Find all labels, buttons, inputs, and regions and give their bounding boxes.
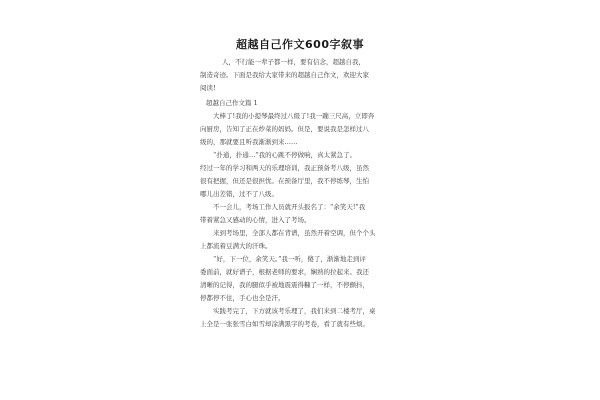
text-line: 不一会儿，考场工作人员就开头报名了：“余笑天!”我: [213, 203, 366, 211]
text-line: 哪儿出差错，过不了八级。: [200, 190, 278, 198]
text-line: 人，不行能一辈子都一样，要有信念，超越自我，: [222, 58, 365, 66]
text-line: 上全是一张张雪白如雪却涂满黑字的考卷，看了就有些烦。: [200, 320, 369, 328]
text-line: 制造奇迹。下面是我给大家带来的超越自己作文，欢迎大家: [200, 71, 369, 79]
text-line: 停都停不住，手心也全是汗。: [200, 294, 285, 302]
text-line: 向厨房，告知了正在炒菜的妈妈。但是，要说我是怎样过八: [200, 125, 369, 133]
intro-paragraph: [200, 56, 412, 69]
paragraph: [200, 149, 412, 201]
text-line: 实践考完了，下方就该考乐理了，我们来到二楼考厅，桌: [213, 307, 376, 315]
text-line: 上都流着豆满大的汗珠。: [200, 242, 272, 250]
text-line: 委面前，就好谱子，根据老师的要求，娴熟的拉起来。我还: [200, 268, 369, 276]
text-line: 经过一年的学习和两天的乐理培训，我正预备考八级，虽然: [200, 164, 369, 172]
text-line: 来到考场里，全部人都在背谱，虽然开着空调，但个个头: [213, 229, 376, 237]
paragraph: [200, 253, 412, 305]
document-title: 超越自己作文600字叙事: [236, 38, 364, 51]
text-line: 很有把握，但还是很担忧。在预备厅里，我不停练琴，生怕: [200, 177, 369, 185]
text-line: “扑通，扑通…”我的心跳不停做响，真太紧急了。: [213, 151, 357, 159]
text-line: 阅读!: [200, 84, 216, 92]
paragraph: [200, 227, 412, 253]
text-line: 清晰的记得，我的腿似乎被地震震得糠了一样，不停颤抖，: [200, 281, 369, 289]
text-line: 大棒了!我的小提琴最终过八级了!我一蹦三尺高，立即奔: [213, 112, 375, 120]
text-line: 带着紧急又感动的心情，进入了考场。: [200, 216, 311, 224]
paragraph: [200, 305, 412, 331]
text-line: 级的，那就要且听我渐渐到来……: [200, 138, 298, 146]
text-line: “好，下一位，余笑天。”我一听，傻了，渐渐地走到评: [213, 255, 366, 263]
paragraph: [200, 110, 412, 149]
document-body: [200, 56, 412, 331]
paragraph: [200, 201, 412, 227]
section-heading: 超越自己作文篇 1: [206, 99, 258, 107]
